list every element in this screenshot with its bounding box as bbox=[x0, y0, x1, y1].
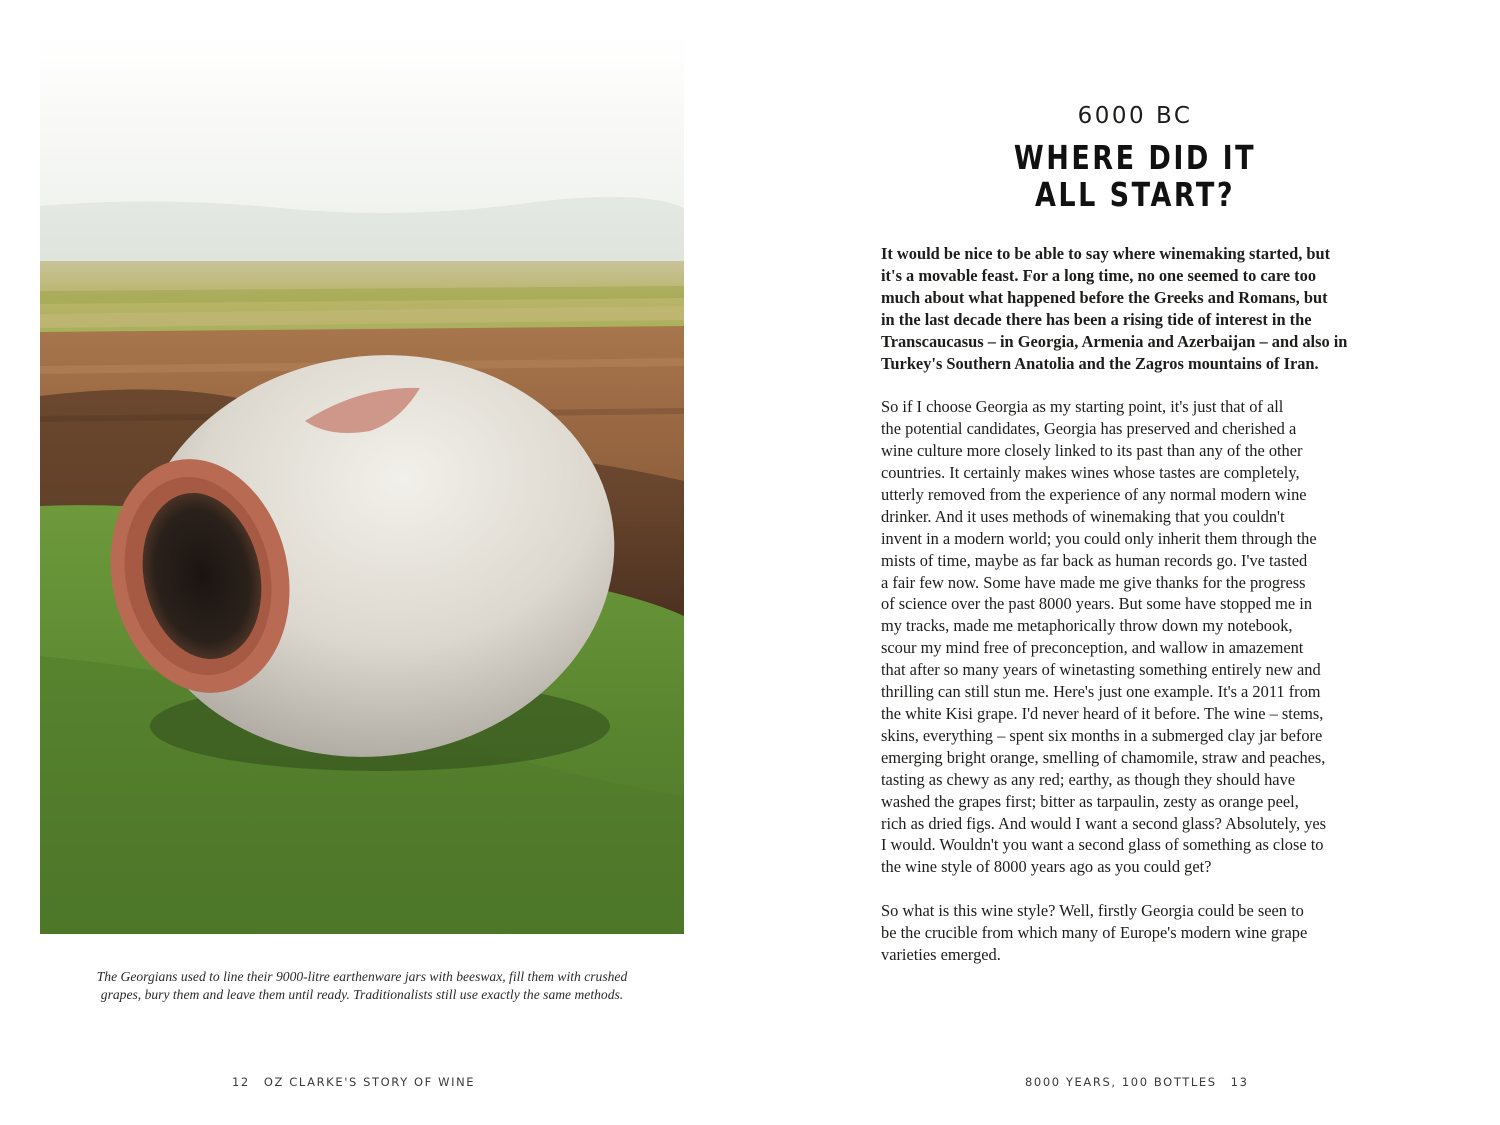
caption-line: The Georgians used to line their 9000-litre earthenware jars with beeswax, fill them with crushed bbox=[96, 969, 628, 984]
body-line: the potential candidates, Georgia has preserved and cherished a bbox=[881, 419, 1297, 439]
body-paragraph-2 bbox=[881, 396, 1401, 878]
intro-line: it's a movable feast. For a long time, no one seemed to care too bbox=[881, 265, 1317, 285]
body-line: emerging bright orange, smelling of chamomile, straw and peaches, bbox=[881, 747, 1326, 767]
body-line: that after so many years of winetasting something entirely new and bbox=[881, 660, 1321, 680]
body-line: drinker. And it uses methods of winemaking that you couldn't bbox=[881, 506, 1285, 526]
chapter-headline bbox=[926, 139, 1344, 213]
jar-photo bbox=[40, 36, 684, 934]
body-line: invent in a modern world; you could only inherit them through the bbox=[881, 528, 1317, 548]
left-running-title: OZ CLARKE'S STORY OF WINE bbox=[263, 1075, 476, 1089]
intro-line: Transcaucasus – in Georgia, Armenia and Azerbaijan – and also in bbox=[881, 331, 1348, 351]
jar-photo-illustration bbox=[40, 36, 684, 934]
body-line: So what is this wine style? Well, firstly Georgia could be seen to bbox=[881, 901, 1304, 921]
body-line: rich as dried figs. And would I want a second glass? Absolutely, yes bbox=[881, 813, 1327, 833]
body-line: the wine style of 8000 years ago as you could get? bbox=[881, 857, 1212, 877]
intro-line: much about what happened before the Greeks and Romans, but bbox=[881, 287, 1328, 307]
headline-line: ALL START? bbox=[1034, 175, 1236, 214]
body-line: my tracks, made me metaphorically throw down my notebook, bbox=[881, 616, 1293, 636]
left-folio bbox=[232, 1075, 475, 1089]
body-line: I would. Wouldn't you want a second glass of something as close to bbox=[881, 835, 1324, 855]
photo-caption bbox=[40, 968, 684, 1003]
body-paragraph-3 bbox=[881, 900, 1401, 966]
intro-line: It would be nice to be able to say where winemaking started, but bbox=[881, 244, 1331, 263]
body-line: skins, everything – spent six months in a submerged clay jar before bbox=[881, 725, 1323, 745]
right-running-title: 8000 YEARS, 100 BOTTLES bbox=[1025, 1075, 1217, 1089]
left-page-number: 12 bbox=[232, 1075, 250, 1089]
body-line: thrilling can still stun me. Here's just one example. It's a 2011 from bbox=[881, 682, 1321, 702]
body-line: tasting as chewy as any red; earthy, as though they should have bbox=[881, 769, 1296, 789]
right-folio bbox=[1025, 1075, 1249, 1089]
intro-line: in the last decade there has been a rising tide of interest in the bbox=[881, 309, 1312, 329]
body-line: So if I choose Georgia as my starting point, it's just that of all bbox=[881, 397, 1284, 417]
chapter-date: 6000 BC bbox=[1077, 103, 1193, 129]
body-line: washed the grapes first; bitter as tarpaulin, zesty as orange peel, bbox=[881, 791, 1299, 811]
body-text bbox=[881, 243, 1401, 988]
body-line: mists of time, maybe as far back as human records go. I've tasted bbox=[881, 550, 1308, 570]
intro-paragraph bbox=[881, 243, 1401, 374]
body-line: countries. It certainly makes wines whose tastes are completely, bbox=[881, 463, 1300, 483]
body-line: of science over the past 8000 years. But some have stopped me in bbox=[881, 594, 1313, 614]
body-line: be the crucible from which many of Europe's modern wine grape bbox=[881, 923, 1308, 943]
intro-line: Turkey's Southern Anatolia and the Zagros mountains of Iran. bbox=[881, 353, 1319, 373]
body-line: wine culture more closely linked to its past than any of the other bbox=[881, 441, 1303, 461]
body-line: the white Kisi grape. I'd never heard of it before. The wine – stems, bbox=[881, 704, 1324, 724]
right-page-number: 13 bbox=[1230, 1075, 1249, 1089]
body-line: varieties emerged. bbox=[881, 944, 1001, 964]
headline-line: WHERE DID IT bbox=[1013, 138, 1257, 177]
caption-line: grapes, bury them and leave them until ready. Traditionalists still use exactly the same methods. bbox=[100, 986, 624, 1002]
body-line: utterly removed from the experience of any normal modern wine bbox=[881, 484, 1307, 504]
body-line: a fair few now. Some have made me give thanks for the progress bbox=[881, 572, 1306, 592]
body-line: scour my mind free of preconception, and wallow in amazement bbox=[881, 638, 1304, 658]
